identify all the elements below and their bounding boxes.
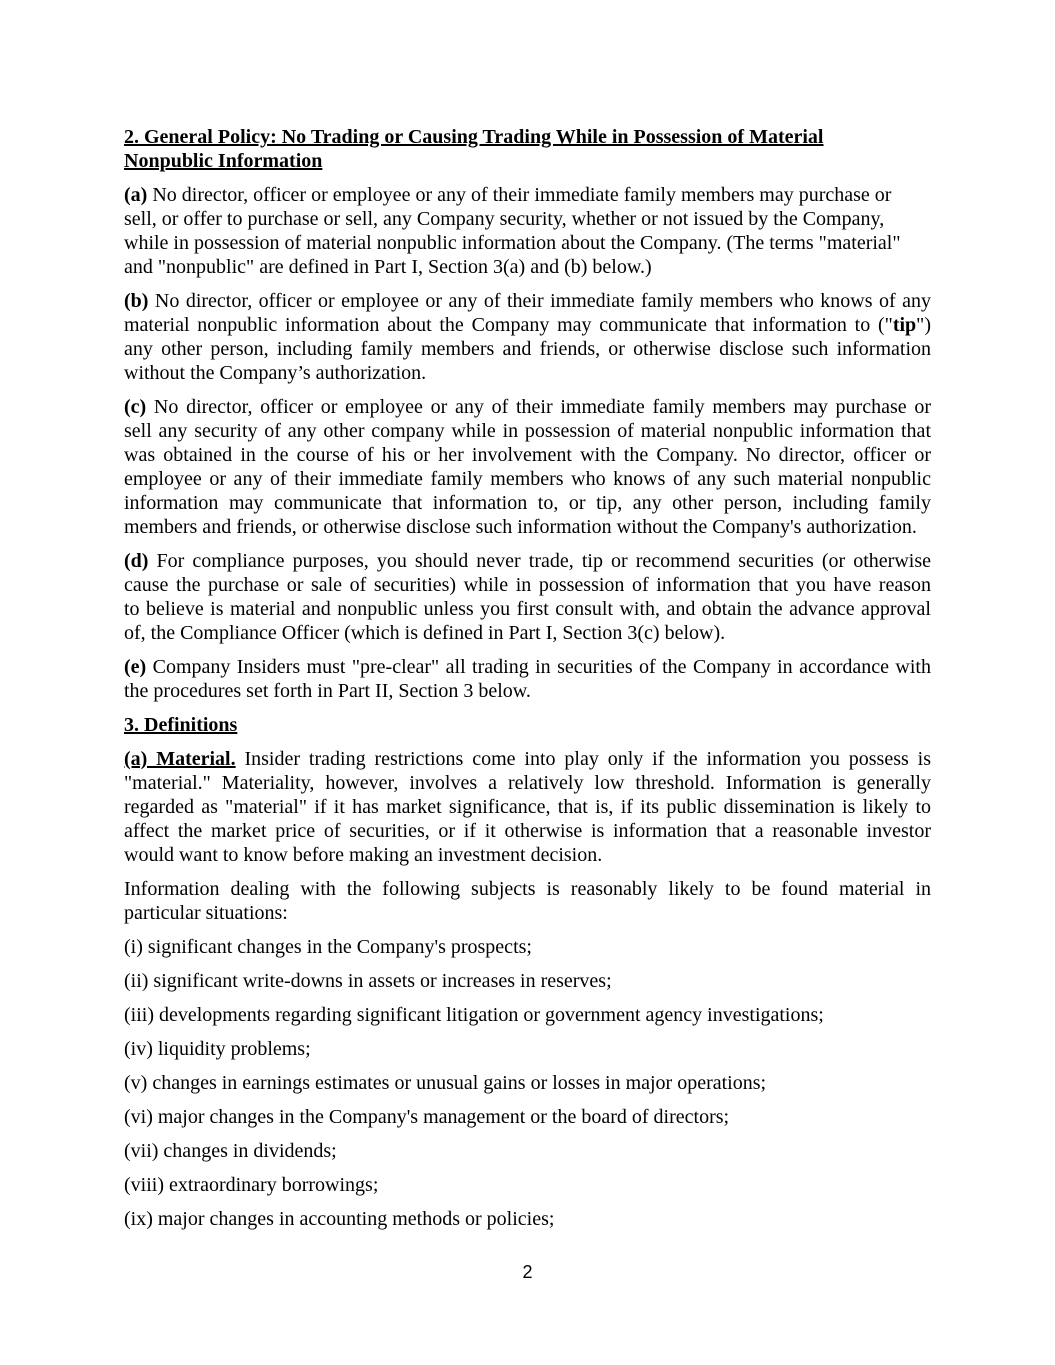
text-line bbox=[124, 313, 931, 337]
body-text: sell, or offer to purchase or sell, any Company security, whether or not issued by the Company, bbox=[124, 208, 885, 230]
paragraph-intro bbox=[124, 877, 931, 925]
emphasized-text: (c) bbox=[124, 396, 147, 418]
body-text: For compliance purposes, you should never trade, tip or recommend securities (or otherwise bbox=[148, 550, 931, 572]
text-line bbox=[124, 747, 931, 771]
text-line bbox=[124, 515, 931, 539]
list-item bbox=[124, 1173, 931, 1197]
text-line bbox=[124, 1173, 931, 1197]
text-line bbox=[124, 969, 931, 993]
body-text: information may communicate that information to, or tip, any other person, including family bbox=[124, 492, 931, 514]
body-text: No director, officer or employee or any of their immediate family members who knows of any bbox=[148, 290, 931, 312]
paragraph-clause-e bbox=[124, 655, 931, 703]
text-line bbox=[124, 467, 931, 491]
text-line bbox=[124, 337, 931, 361]
body-text: cause the purchase or sale of securities) while in possession of information that you have reason bbox=[124, 574, 931, 596]
text-line bbox=[124, 395, 931, 419]
text-line bbox=[124, 1071, 931, 1095]
body-text: "material." Materiality, however, involves a relatively low threshold. Information is generally bbox=[124, 772, 931, 794]
text-line bbox=[124, 901, 931, 925]
emphasized-text: (a) Material. bbox=[124, 748, 236, 770]
list-item bbox=[124, 1037, 931, 1061]
body-text: particular situations: bbox=[124, 902, 288, 924]
emphasized-text: 2. General Policy: No Trading or Causing Trading While in Possession of Material bbox=[124, 126, 824, 148]
body-text: No director, officer or employee or any of their immediate family members may purchase or bbox=[146, 396, 931, 418]
emphasized-text: (e) bbox=[124, 656, 147, 678]
text-line bbox=[124, 207, 931, 231]
list-item bbox=[124, 1071, 931, 1095]
emphasized-text: 3. Definitions bbox=[124, 714, 238, 736]
body-text: (iv) liquidity problems; bbox=[124, 1038, 311, 1060]
body-text: (vii) changes in dividends; bbox=[124, 1140, 337, 1162]
paragraph-clause-c bbox=[124, 395, 931, 539]
body-text: (vi) major changes in the Company's management or the board of directors; bbox=[124, 1106, 730, 1128]
section-heading bbox=[124, 713, 931, 737]
text-line bbox=[124, 125, 931, 149]
body-text: members and friends, or otherwise disclose such information without the Company's authorization. bbox=[124, 516, 917, 538]
body-text: Information dealing with the following subjects is reasonably likely to be found material in bbox=[124, 878, 931, 900]
text-line bbox=[124, 183, 931, 207]
section-heading bbox=[124, 125, 931, 173]
body-text: Company Insiders must "pre-clear" all trading in securities of the Company in accordance with bbox=[146, 656, 931, 678]
emphasized-text: (d) bbox=[124, 550, 149, 572]
text-line bbox=[124, 361, 931, 385]
text-line bbox=[124, 443, 931, 467]
emphasized-text: (a) bbox=[124, 184, 148, 206]
emphasized-text: Nonpublic Information bbox=[124, 150, 323, 172]
text-line bbox=[124, 795, 931, 819]
list-item bbox=[124, 1105, 931, 1129]
text-line bbox=[124, 549, 931, 573]
text-line bbox=[124, 1003, 931, 1027]
text-line bbox=[124, 1105, 931, 1129]
text-line bbox=[124, 877, 931, 901]
text-line bbox=[124, 843, 931, 867]
text-line bbox=[124, 289, 931, 313]
body-text: (viii) extraordinary borrowings; bbox=[124, 1174, 379, 1196]
text-line bbox=[124, 149, 931, 173]
body-text: while in possession of material nonpublic information about the Company. (The terms "material" bbox=[124, 232, 901, 254]
text-line bbox=[124, 419, 931, 443]
text-line bbox=[124, 1139, 931, 1163]
text-line bbox=[124, 255, 931, 279]
body-text: to believe is material and nonpublic unless you first consult with, and obtain the advance approval bbox=[124, 598, 931, 620]
list-item bbox=[124, 1139, 931, 1163]
page-number: 2 bbox=[522, 1262, 533, 1282]
body-text: without the Company’s authorization. bbox=[124, 362, 427, 384]
text-line bbox=[124, 819, 931, 843]
body-text: (ix) major changes in accounting methods or policies; bbox=[124, 1208, 555, 1230]
body-text: employee or any of their immediate family members who knows of any such material nonpublic bbox=[124, 468, 931, 490]
text-line bbox=[124, 573, 931, 597]
text-line bbox=[124, 231, 931, 255]
text-line bbox=[124, 655, 931, 679]
body-text: No director, officer or employee or any of their immediate family members may purchase or bbox=[147, 184, 892, 206]
body-text: sell any security of any other company while in possession of material nonpublic information that bbox=[124, 420, 931, 442]
body-text: (v) changes in earnings estimates or unusual gains or losses in major operations; bbox=[124, 1072, 767, 1094]
body-text: ") bbox=[916, 314, 931, 336]
text-line bbox=[124, 771, 931, 795]
list-item bbox=[124, 935, 931, 959]
list-item bbox=[124, 1003, 931, 1027]
body-text: material nonpublic information about the Company may communicate that information to (" bbox=[124, 314, 893, 336]
body-text: of, the Compliance Officer (which is defined in Part I, Section 3(c) below). bbox=[124, 622, 726, 644]
document-page-body bbox=[124, 125, 931, 1231]
body-text: was obtained in the course of his or her involvement with the Company. No director, officer or bbox=[124, 444, 931, 466]
list-item bbox=[124, 1207, 931, 1231]
body-text: affect the market price of securities, or if it otherwise is information that a reasonable investor bbox=[124, 820, 931, 842]
body-text: (ii) significant write-downs in assets or increases in reserves; bbox=[124, 970, 612, 992]
text-line bbox=[124, 1207, 931, 1231]
body-text: (iii) developments regarding significant litigation or government agency investigations; bbox=[124, 1004, 824, 1026]
body-text: Insider trading restrictions come into play only if the information you possess is bbox=[235, 748, 931, 770]
body-text: and "nonpublic" are defined in Part I, Section 3(a) and (b) below.) bbox=[124, 256, 652, 278]
body-text: regarded as "material" if it has market significance, that is, if its public dissemination is likely to bbox=[124, 796, 931, 818]
paragraph-definition-material bbox=[124, 747, 931, 867]
text-line bbox=[124, 621, 931, 645]
list-item bbox=[124, 969, 931, 993]
text-line bbox=[124, 491, 931, 515]
text-line bbox=[124, 713, 931, 737]
body-text: (i) significant changes in the Company's prospects; bbox=[124, 936, 532, 958]
text-line bbox=[124, 679, 931, 703]
body-text: any other person, including family members and friends, or otherwise disclose such information bbox=[124, 338, 931, 360]
text-line bbox=[124, 597, 931, 621]
paragraph-clause-d bbox=[124, 549, 931, 645]
body-text: the procedures set forth in Part II, Section 3 below. bbox=[124, 680, 531, 702]
paragraph-clause-a bbox=[124, 183, 931, 279]
paragraph-clause-b bbox=[124, 289, 931, 385]
text-line bbox=[124, 1037, 931, 1061]
text-line bbox=[124, 935, 931, 959]
emphasized-text: (b) bbox=[124, 290, 149, 312]
emphasized-text: tip bbox=[892, 314, 917, 336]
body-text: would want to know before making an investment decision. bbox=[124, 844, 603, 866]
